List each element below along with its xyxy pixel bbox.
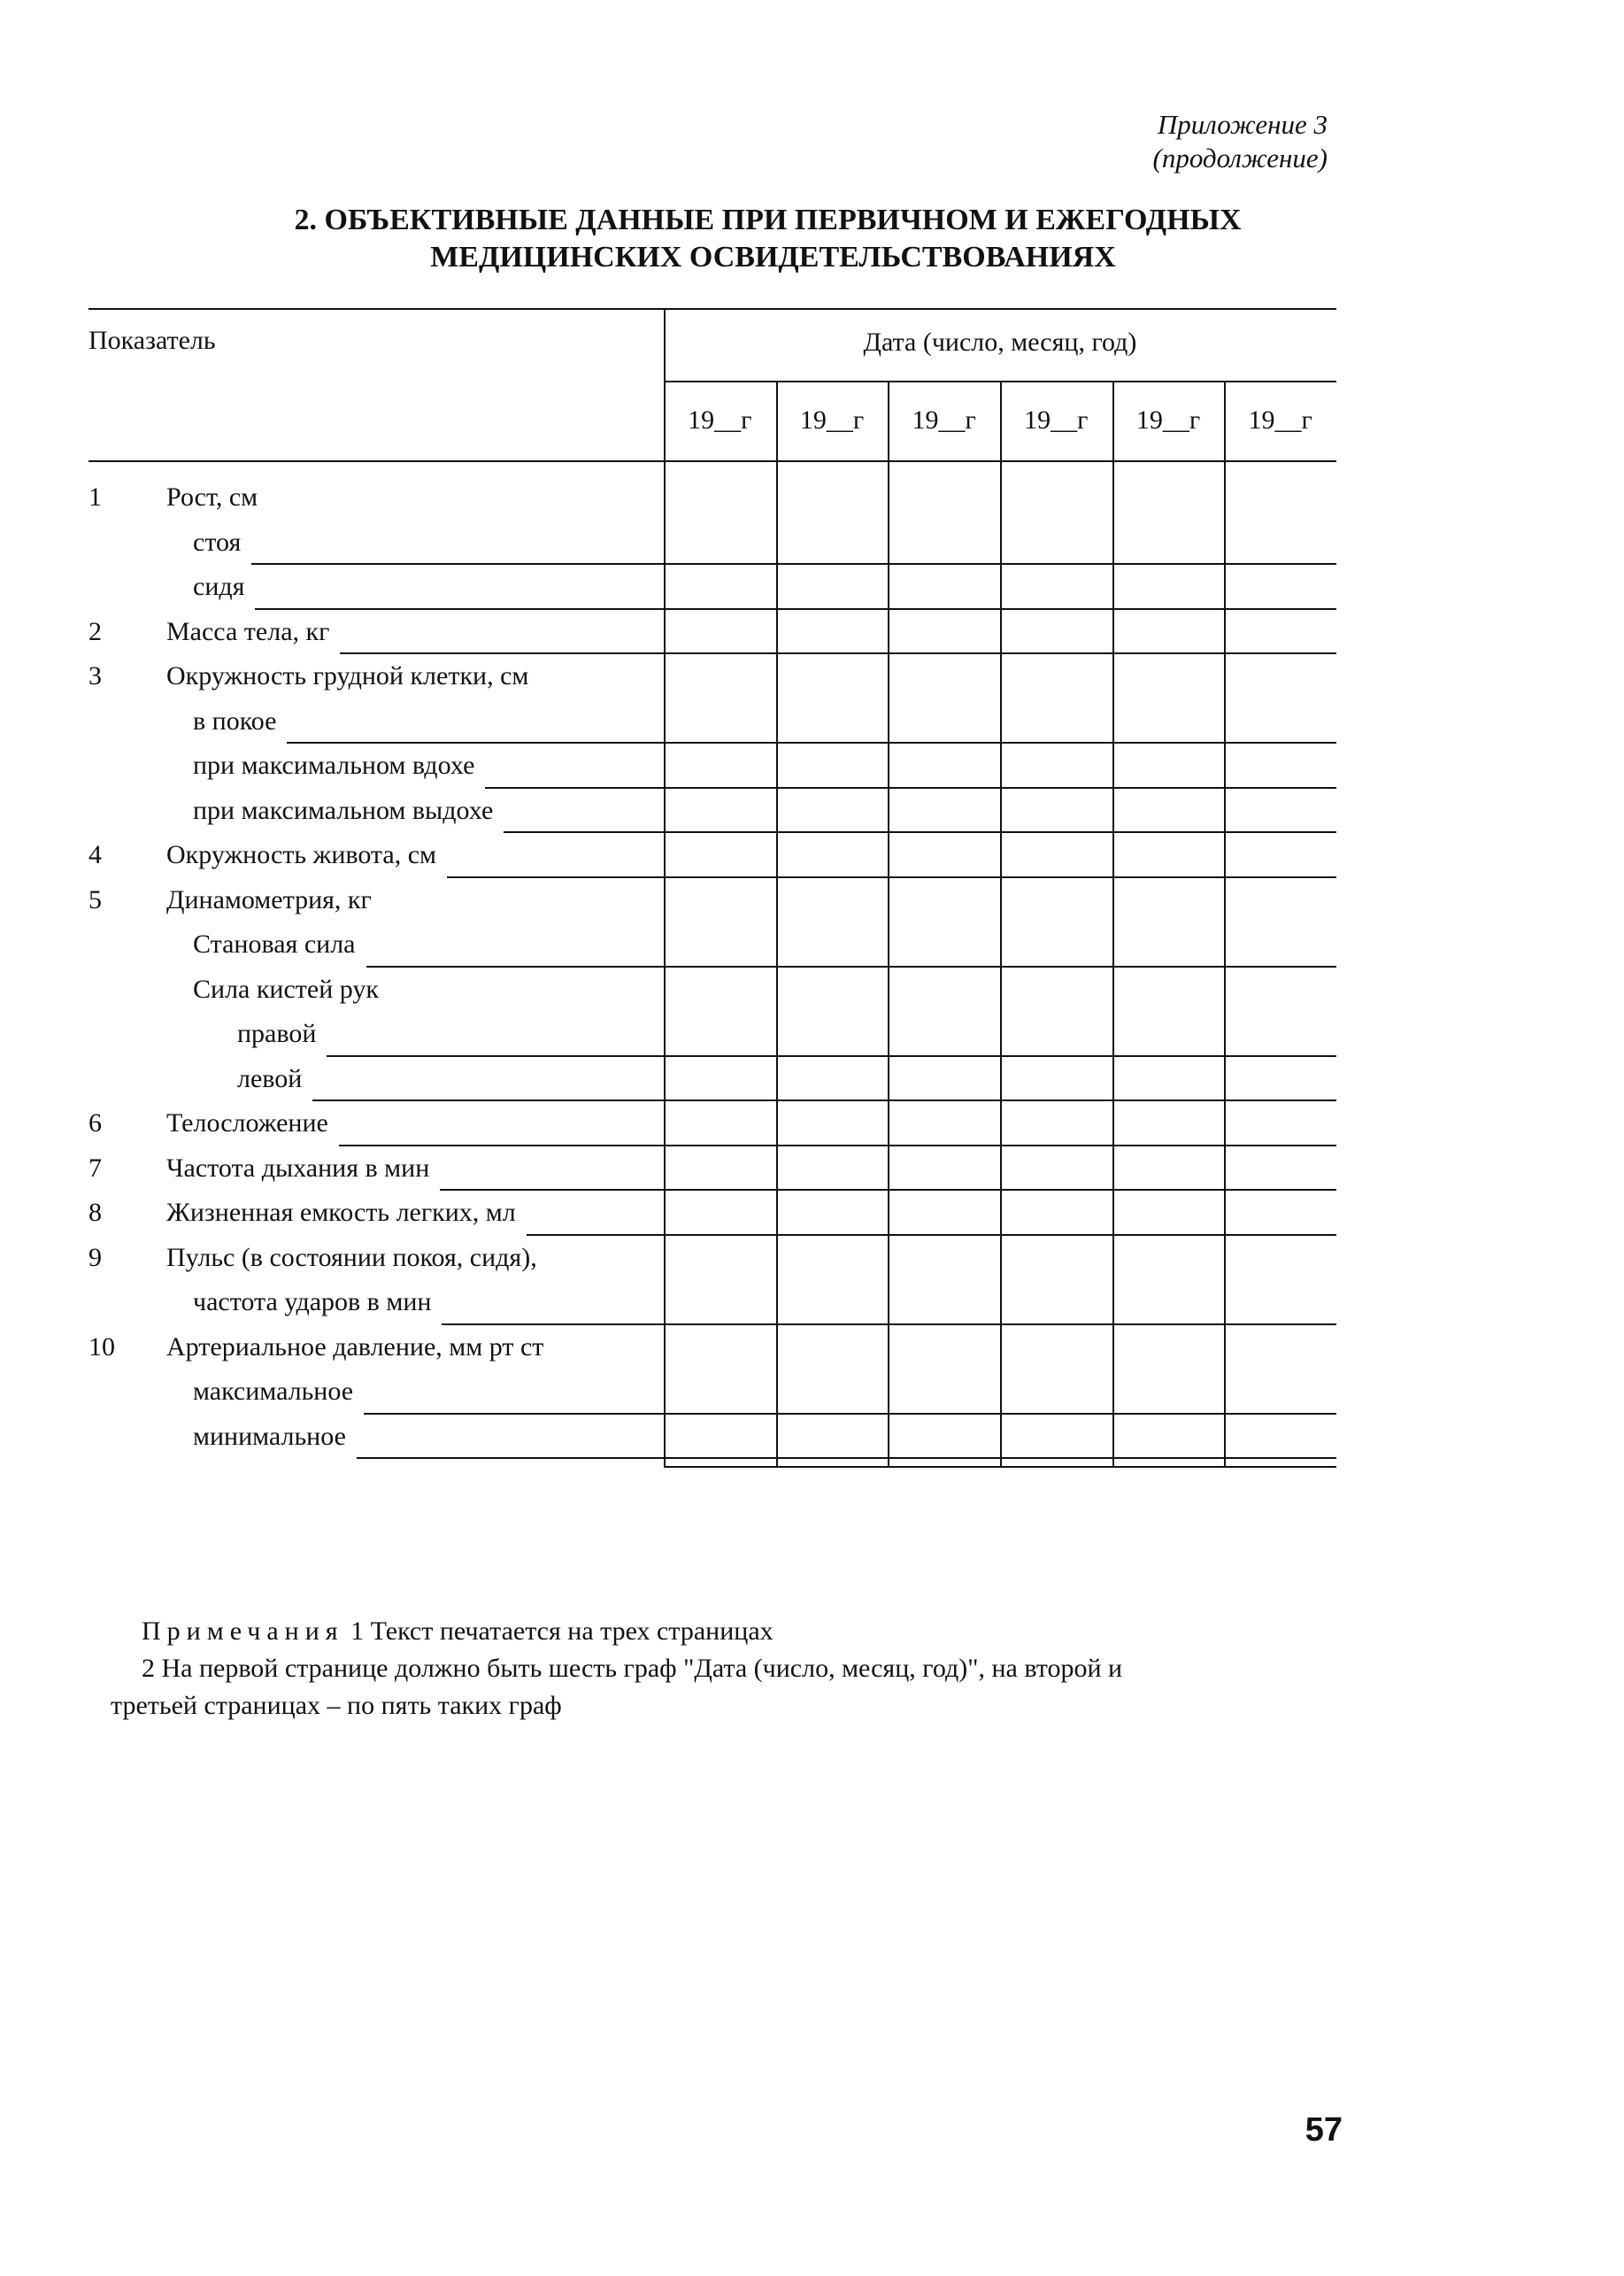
year-column-header: 19__г [799,405,865,435]
row-label: стоя [193,527,242,557]
row-label: Телосложение [166,1108,328,1138]
row-fill-line [287,742,1336,744]
page-number: 57 [1305,2111,1343,2149]
row-number: 5 [89,884,102,914]
row-number: 10 [89,1331,115,1362]
row-fill-line [527,1234,1336,1236]
table-bottom-rule [664,1466,1336,1468]
row-label: Жизненная емкость легких, мл [166,1198,516,1227]
title-line-1: 2. ОБЪЕКТИВНЫЕ ДАННЫЕ ПРИ ПЕРВИЧНОМ И ЕЖЕГОДНЫХ [294,204,1242,236]
row-number: 6 [89,1108,102,1138]
note-2: 2 На первой странице должно быть шесть граф "Дата (число, месяц, год)", на второй и [142,1654,1123,1683]
title-line-2: МЕДИЦИНСКИХ ОСВИДЕТЕЛЬСТВОВАНИЯХ [430,241,1116,274]
row-fill-line [339,1145,1336,1146]
row-label: сидя [193,572,245,601]
column-divider [888,381,889,1466]
row-number: 4 [89,840,102,869]
note-1: 1 Текст печатается на трех страницах [350,1616,774,1646]
row-label: Окружность грудной клетки, см [166,661,529,691]
page-title [0,202,1624,276]
row-fill-line [364,1413,1336,1415]
row-number: 2 [89,616,102,646]
row-fill-line [251,563,1336,565]
column-divider [776,381,778,1466]
row-label: частота ударов в мин [193,1287,432,1316]
notes-heading: Примечания [142,1616,344,1646]
appendix-line-2: (продолжение) [1152,143,1328,174]
year-column-header: 19__г [688,405,752,435]
note-2-continued: третьей страницах – по пять таких граф [111,1691,562,1720]
row-label: при максимальном вдохе [193,751,475,780]
year-column-header: 19__г [912,405,976,435]
year-column-header: 19__г [1248,405,1312,435]
row-label: правой [237,1019,317,1048]
row-number: 3 [89,661,102,691]
appendix-label [1153,108,1328,175]
row-label: Артериальное давление, мм рт ст [166,1331,544,1362]
row-label: Частота дыхания в мин [166,1153,430,1183]
row-number: 1 [89,482,102,512]
row-fill-line [447,876,1336,878]
row-label: Сила кистей рук [193,974,379,1004]
row-fill-line [485,787,1336,789]
row-label: левой [237,1063,303,1093]
row-label: максимальное [193,1377,354,1406]
indicator-header: Показатель [89,326,216,355]
row-label: Пульс (в состоянии покоя, сидя), [166,1242,537,1272]
column-divider [1112,381,1114,1466]
row-fill-line [440,1189,1336,1191]
row-fill-line [366,966,1336,968]
row-label: Масса тела, кг [166,616,330,646]
column-divider [1224,381,1226,1466]
header-bottom-rule [89,460,1336,462]
column-divider [664,308,666,1466]
table-top-rule [89,308,1336,310]
row-label: Рост, см [166,482,258,512]
row-fill-line [327,1055,1336,1057]
row-label: при максимальном выдохе [193,795,494,825]
date-header: Дата (число, месяц, год) [863,328,1137,357]
row-label: Становая сила [193,930,356,959]
row-fill-line [312,1099,1336,1101]
row-label: Окружность живота, см [166,840,437,869]
year-column-header: 19__г [1024,405,1089,435]
measurement-table [89,308,1336,1459]
row-label: минимальное [193,1421,346,1451]
row-label: Динамометрия, кг [166,884,372,914]
row-fill-line [442,1323,1336,1325]
row-fill-line [504,831,1336,833]
row-number: 9 [89,1242,102,1272]
row-fill-line [255,608,1336,610]
column-divider [1000,381,1002,1466]
notes [111,1613,1336,1724]
year-column-header: 19__г [1135,405,1201,435]
appendix-line-1: Приложение 3 [1157,109,1328,140]
row-fill-line [357,1457,1336,1459]
row-number: 8 [89,1198,102,1227]
row-fill-line [340,652,1336,654]
row-number: 7 [89,1153,102,1183]
row-label: в покое [193,706,277,736]
